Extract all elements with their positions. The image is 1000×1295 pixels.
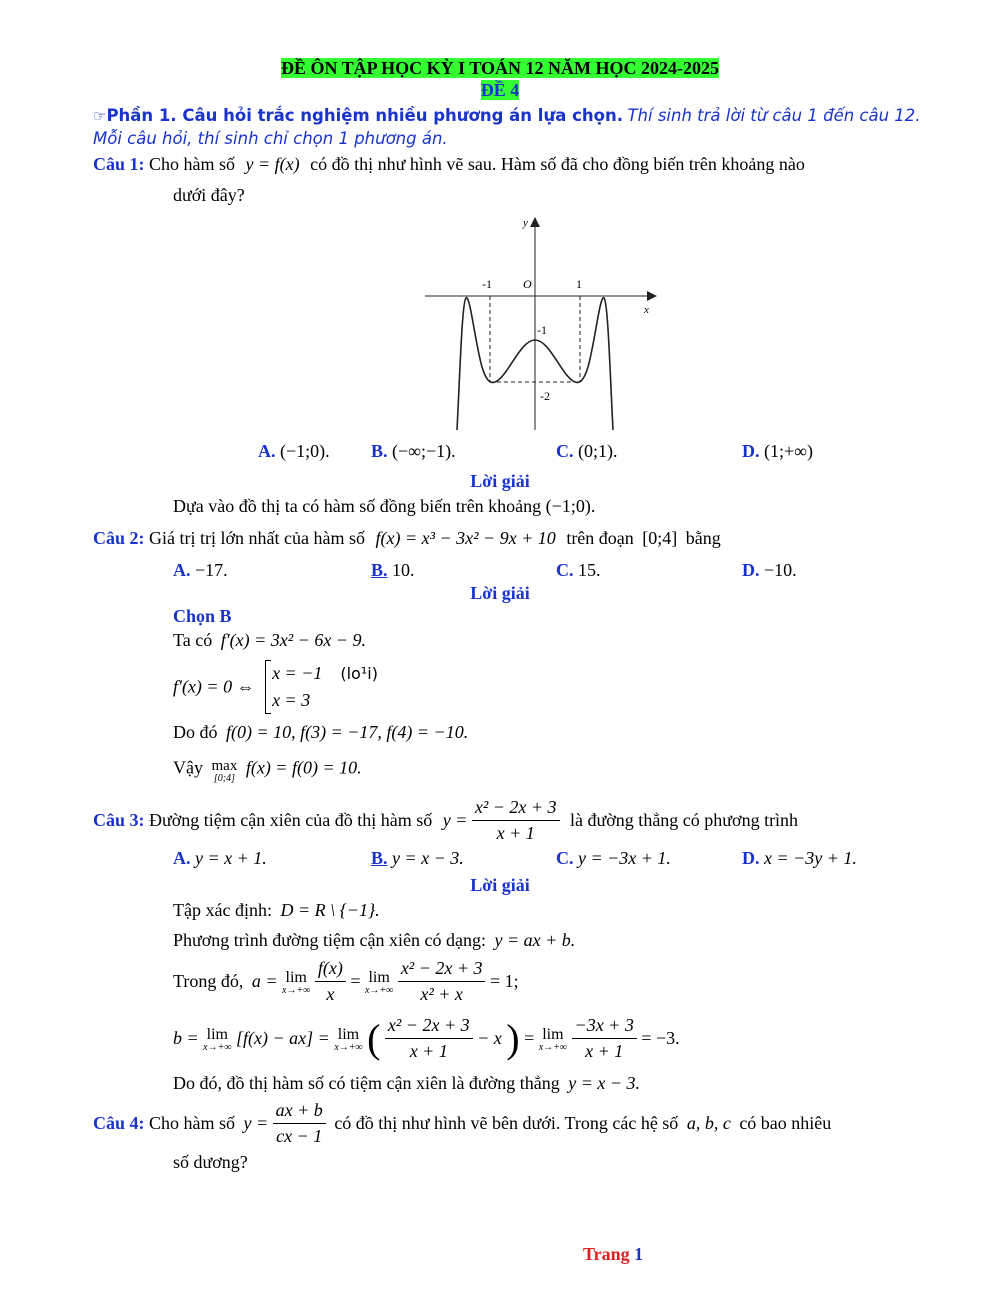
q2-values: Do đó f(0) = 10, f(3) = −17, f(4) = −10. (173, 722, 469, 742)
part1-heading: ☞Phần 1. Câu hỏi trắc nghiệm nhiều phương án lựa chọn. Thí sinh trả lời từ câu 1 đến câu 12. (93, 106, 921, 125)
tick-label: -1 (482, 277, 492, 291)
y-axis-label: y (523, 217, 528, 229)
q3-conclusion: Do đó, đồ thị hàm số có tiệm cận xiên là đường thẳng y = x − 3. (173, 1073, 640, 1093)
q1-graph (420, 212, 665, 434)
q3-solution-title: Lời giải (470, 875, 530, 895)
q1-option-a[interactable]: A. (−1;0). (258, 441, 330, 461)
q3-option-c[interactable]: C. y = −3x + 1. (556, 848, 671, 868)
q3-option-d[interactable]: D. x = −3y + 1. (742, 848, 857, 868)
q2-option-c[interactable]: C. 15. (556, 560, 601, 580)
q2-text: Câu 2: Giá trị trị lớn nhất của hàm số f(x) = x³ − 3x² − 9x + 10 trên đoạn [0;4] bằng (93, 528, 721, 548)
origin-label: O (523, 277, 532, 291)
q3-text: Câu 3: Đường tiệm cận xiên của đồ thị hàm số y = $\frac{\text{x² − 2x + 3}}{x + 1}$ là đường thẳng có phương trình (93, 797, 799, 843)
q2-option-b[interactable]: B. 10. (371, 560, 415, 580)
q2-derivative: Ta có f′(x) = 3x² − 6x − 9. (173, 630, 366, 650)
q1-text-cont: dưới đây? (173, 185, 245, 205)
doc-subtitle: ĐỀ 4 (480, 80, 520, 100)
q4-text: Câu 4: Cho hàm số y = $\frac{ax + b}{cx - 1}$ có đồ thị như hình vẽ bên dưới. Trong các hệ số a, b, c có bao nhiêu (93, 1100, 832, 1146)
q2-conclusion: Vậy max [0;4] f(x) = f(0) = 10. (173, 757, 362, 784)
page-footer: Trang 1 (583, 1244, 644, 1264)
q3-b-coefficient: b = lim x→+∞ [f(x) − ax] = lim x→+∞ ( $\frac{\text{x² − 2x + 3}}{x + 1}$ − x ) = lim x→+∞ $\frac{-3x + 3}{x + 1}$ = −3. (173, 1015, 680, 1061)
q1-text: Câu 1: Cho hàm số y = f(x) có đồ thị như hình vẽ sau. Hàm số đã cho đồng biến trên khoảng nào (93, 154, 805, 174)
q2-option-a[interactable]: A. −17. (173, 560, 228, 580)
q3-asymptote-form: Phương trình đường tiệm cận xiên có dạng: y = ax + b. (173, 930, 576, 950)
q1-solution-title: Lời giải (470, 471, 530, 491)
q4-text-cont: số dương? (173, 1152, 248, 1172)
tick-label: -1 (537, 323, 547, 337)
doc-title: ĐỀ ÔN TẬP HỌC KỲ I TOÁN 12 NĂM HỌC 2024-2025 (280, 58, 720, 78)
q2-solution-title: Lời giải (470, 583, 530, 603)
q3-a-coefficient: Trong đó, a = lim x→+∞ $\frac{f(x)}{x}$ = lim x→+∞ $\frac{\text{x² − 2x + 3}}{\text{x² + x}}$ = 1; (173, 958, 519, 1004)
tick-label: 1 (576, 277, 582, 291)
q2-critical-points: f′(x) = 0 ⇔ x = −1 (lo¹i) x = 3 (173, 660, 378, 714)
x-axis-label: x (644, 304, 649, 316)
q3-option-a[interactable]: A. y = x + 1. (173, 848, 267, 868)
part1-instruction: Mỗi câu hỏi, thí sinh chỉ chọn 1 phương án. (93, 129, 448, 148)
q1-option-c[interactable]: C. (0;1). (556, 441, 618, 461)
q1-option-d[interactable]: D. (1;+∞) (742, 441, 813, 461)
q2-option-d[interactable]: D. −10. (742, 560, 797, 580)
q3-option-b[interactable]: B. y = x − 3. (371, 848, 464, 868)
q2-choice: Chọn B (173, 606, 232, 626)
q1-solution: Dựa vào đồ thị ta có hàm số đồng biến trên khoảng (−1;0). (173, 496, 596, 516)
pointing-hand-icon: ☞ (93, 109, 107, 125)
q3-domain: Tập xác định: D = R \ {−1}. (173, 900, 380, 920)
q1-option-b[interactable]: B. (−∞;−1). (371, 441, 456, 461)
tick-label: -2 (540, 389, 550, 403)
